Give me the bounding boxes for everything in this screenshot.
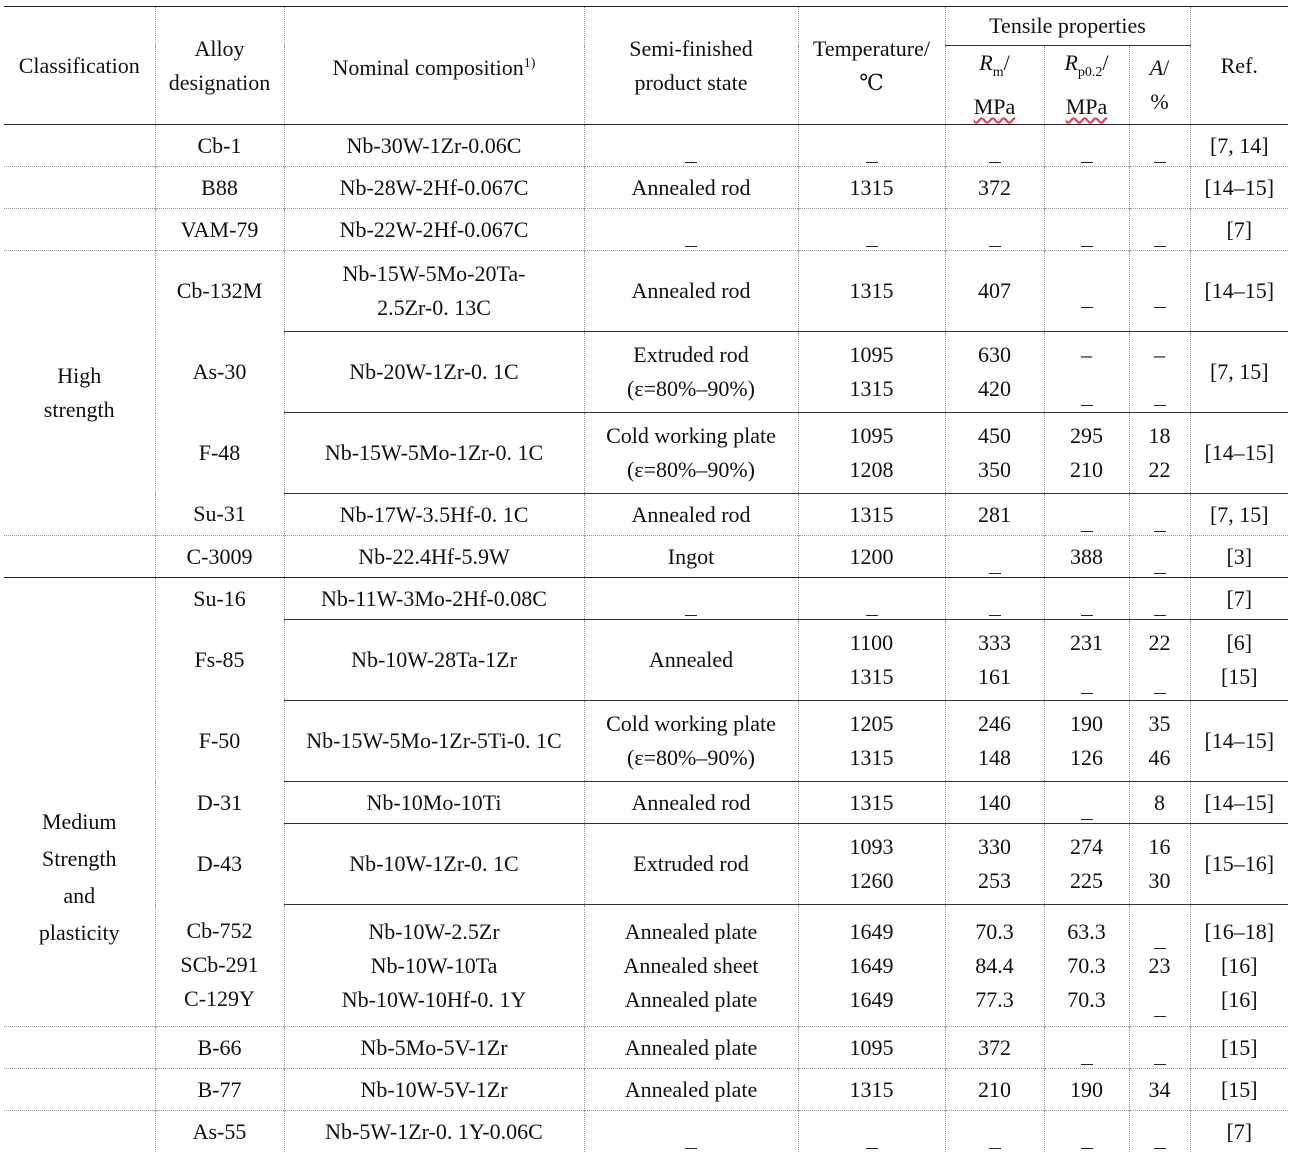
classification-high-strength: High strength xyxy=(4,251,155,536)
a-cell xyxy=(1129,1111,1190,1152)
composition-cell: Nb-10Mo-10Ti xyxy=(284,782,584,824)
ref-cell: [14–15] xyxy=(1190,413,1288,494)
alloy-cell: C-3009 xyxy=(155,536,284,578)
temperature-cell: 1315 xyxy=(798,782,945,824)
classification-medium-strength: Medium Strength and plasticity xyxy=(4,578,155,1027)
classification-cell xyxy=(4,1069,155,1111)
classification-cell xyxy=(4,1027,155,1069)
a-cell: 35 46 xyxy=(1129,701,1190,782)
composition-cell: Nb-22W-2Hf-0.067C xyxy=(284,209,584,251)
ref-cell: [6] [15] xyxy=(1190,620,1288,701)
a-cell xyxy=(1129,251,1190,332)
rm-cell: 407 xyxy=(945,251,1044,332)
ref-cell: [7, 15] xyxy=(1190,494,1288,536)
temperature-cell: 1315 xyxy=(798,251,945,332)
state-cell: Annealed rod xyxy=(584,167,798,209)
temperature-cell: 1095 1315 xyxy=(798,332,945,413)
a-cell: 8 xyxy=(1129,782,1190,824)
alloy-cell: VAM-79 xyxy=(155,209,284,251)
ref-cell: [7] xyxy=(1190,578,1288,620)
state-cell: Cold working plate (ε=80%–90%) xyxy=(584,701,798,782)
table-row xyxy=(4,536,1288,578)
a-cell xyxy=(1129,167,1190,209)
composition-cell: Nb-10W-1Zr-0. 1C xyxy=(284,824,584,905)
a-cell xyxy=(1129,494,1190,536)
rm-cell: 372 xyxy=(945,1027,1044,1069)
a-cell: 22 xyxy=(1129,620,1190,701)
state-cell xyxy=(584,125,798,167)
alloy-cell: Su-31 xyxy=(155,494,284,536)
state-cell: Cold working plate (ε=80%–90%) xyxy=(584,413,798,494)
temperature-cell xyxy=(798,209,945,251)
composition-cell: Nb-11W-3Mo-2Hf-0.08C xyxy=(284,578,584,620)
header-tensile: Tensile properties xyxy=(945,7,1190,46)
rm-cell: 372 xyxy=(945,167,1044,209)
classification-cell xyxy=(4,1111,155,1152)
a-cell: – xyxy=(1129,332,1190,413)
table-row xyxy=(4,824,1288,905)
alloy-cell: B-77 xyxy=(155,1069,284,1111)
state-cell: Ingot xyxy=(584,536,798,578)
composition-cell: Nb-17W-3.5Hf-0. 1C xyxy=(284,494,584,536)
rp-cell xyxy=(1044,782,1129,824)
temperature-cell: 1649 1649 1649 xyxy=(798,905,945,1027)
rp-cell xyxy=(1044,251,1129,332)
table-row xyxy=(4,782,1288,824)
classification-cell xyxy=(4,167,155,209)
ref-cell: [14–15] xyxy=(1190,701,1288,782)
rp-cell xyxy=(1044,125,1129,167)
state-cell: Annealed rod xyxy=(584,494,798,536)
state-cell: Annealed plate xyxy=(584,1027,798,1069)
state-cell: Annealed xyxy=(584,620,798,701)
table-row xyxy=(4,167,1288,209)
composition-cell: Nb-5Mo-5V-1Zr xyxy=(284,1027,584,1069)
header-a: A/ % xyxy=(1129,46,1190,125)
temperature-cell: 1315 xyxy=(798,1069,945,1111)
rm-cell xyxy=(945,125,1044,167)
table-row xyxy=(4,701,1288,782)
ref-cell: [15–16] xyxy=(1190,824,1288,905)
composition-cell: Nb-20W-1Zr-0. 1C xyxy=(284,332,584,413)
header-rm: $R_m/$ MPa xyxy=(945,46,1044,125)
rp-cell: 190 xyxy=(1044,1069,1129,1111)
ref-cell: [7, 15] xyxy=(1190,332,1288,413)
temperature-cell: 1315 xyxy=(798,494,945,536)
table-row xyxy=(4,905,1288,1027)
rp-cell: 63.3 70.3 70.3 xyxy=(1044,905,1129,1027)
table-row xyxy=(4,1027,1288,1069)
a-cell xyxy=(1129,1027,1190,1069)
rm-cell xyxy=(945,578,1044,620)
ref-cell: [15] xyxy=(1190,1027,1288,1069)
header-temperature: Temperature/ ℃ xyxy=(798,7,945,125)
ref-cell: [7, 14] xyxy=(1190,125,1288,167)
rp-cell: – xyxy=(1044,332,1129,413)
rm-cell: 246 148 xyxy=(945,701,1044,782)
table-row xyxy=(4,620,1288,701)
alloy-cell: Cb-752 SCb-291 C-129Y xyxy=(155,905,284,1027)
rp-cell: 231 xyxy=(1044,620,1129,701)
rm-cell xyxy=(945,209,1044,251)
temperature-cell: 1095 1208 xyxy=(798,413,945,494)
composition-cell: Nb-10W-5V-1Zr xyxy=(284,1069,584,1111)
temperature-cell: 1200 xyxy=(798,536,945,578)
alloy-cell: As-30 xyxy=(155,332,284,413)
ref-cell: [14–15] xyxy=(1190,167,1288,209)
composition-cell: Nb-10W-28Ta-1Zr xyxy=(284,620,584,701)
state-cell: Annealed plate Annealed sheet Annealed plate xyxy=(584,905,798,1027)
ref-cell: [16–18] [16] [16] xyxy=(1190,905,1288,1027)
composition-cell: Nb-5W-1Zr-0. 1Y-0.06C xyxy=(284,1111,584,1152)
rp-cell: 274 225 xyxy=(1044,824,1129,905)
header-ref: Ref. xyxy=(1190,7,1288,125)
alloy-cell: As-55 xyxy=(155,1111,284,1152)
a-cell xyxy=(1129,578,1190,620)
rm-cell xyxy=(945,536,1044,578)
rm-cell: 140 xyxy=(945,782,1044,824)
a-cell xyxy=(1129,209,1190,251)
alloy-cell: Cb-132M xyxy=(155,251,284,332)
temperature-cell: 1205 1315 xyxy=(798,701,945,782)
temperature-cell xyxy=(798,578,945,620)
ref-cell: [3] xyxy=(1190,536,1288,578)
rp-cell xyxy=(1044,209,1129,251)
state-cell: Extruded rod xyxy=(584,824,798,905)
a-cell xyxy=(1129,536,1190,578)
header-state: Semi-finished product state xyxy=(584,7,798,125)
table-row xyxy=(4,578,1288,620)
rm-cell xyxy=(945,1111,1044,1152)
ref-cell: [14–15] xyxy=(1190,782,1288,824)
ref-cell: [15] xyxy=(1190,1069,1288,1111)
alloy-cell: Fs-85 xyxy=(155,620,284,701)
classification-cell xyxy=(4,536,155,578)
temperature-cell: 1315 xyxy=(798,167,945,209)
rp-cell xyxy=(1044,494,1129,536)
header-alloy: Alloy designation xyxy=(155,7,284,125)
composition-cell: Nb-15W-5Mo-1Zr-0. 1C xyxy=(284,413,584,494)
state-cell: Annealed rod xyxy=(584,251,798,332)
alloy-properties-table xyxy=(4,6,1288,1152)
state-cell: Extruded rod (ε=80%–90%) xyxy=(584,332,798,413)
rm-cell: 330 253 xyxy=(945,824,1044,905)
a-cell xyxy=(1129,125,1190,167)
rm-cell: 333 161 xyxy=(945,620,1044,701)
table-row xyxy=(4,251,1288,332)
state-cell xyxy=(584,209,798,251)
composition-cell: Nb-30W-1Zr-0.06C xyxy=(284,125,584,167)
alloy-cell: D-43 xyxy=(155,824,284,905)
alloy-cell: Cb-1 xyxy=(155,125,284,167)
rp-cell: 295 210 xyxy=(1044,413,1129,494)
a-cell: 18 22 xyxy=(1129,413,1190,494)
temperature-cell: 1095 xyxy=(798,1027,945,1069)
ref-cell: [14–15] xyxy=(1190,251,1288,332)
composition-cell: Nb-10W-2.5Zr Nb-10W-10Ta Nb-10W-10Hf-0. 1Y xyxy=(284,905,584,1027)
rp-cell xyxy=(1044,1111,1129,1152)
table-row xyxy=(4,1111,1288,1152)
rp-cell xyxy=(1044,1027,1129,1069)
rm-cell: 281 xyxy=(945,494,1044,536)
state-cell xyxy=(584,578,798,620)
alloy-cell: F-48 xyxy=(155,413,284,494)
rm-cell: 450 350 xyxy=(945,413,1044,494)
composition-cell: Nb-28W-2Hf-0.067C xyxy=(284,167,584,209)
state-cell: Annealed plate xyxy=(584,1069,798,1111)
temperature-cell xyxy=(798,125,945,167)
table-row xyxy=(4,332,1288,413)
alloy-cell: F-50 xyxy=(155,701,284,782)
classification-cell xyxy=(4,125,155,167)
ref-cell: [7] xyxy=(1190,1111,1288,1152)
rm-cell: 630 420 xyxy=(945,332,1044,413)
header-composition: Nominal composition$^{1)}$ xyxy=(284,7,584,125)
state-cell xyxy=(584,1111,798,1152)
composition-cell: Nb-15W-5Mo-20Ta- 2.5Zr-0. 13C xyxy=(284,251,584,332)
composition-cell: Nb-22.4Hf-5.9W xyxy=(284,536,584,578)
temperature-cell: 1100 1315 xyxy=(798,620,945,701)
alloy-cell: B88 xyxy=(155,167,284,209)
temperature-cell: 1093 1260 xyxy=(798,824,945,905)
ref-cell: [7] xyxy=(1190,209,1288,251)
a-cell: 16 30 xyxy=(1129,824,1190,905)
table-row xyxy=(4,413,1288,494)
alloy-cell: D-31 xyxy=(155,782,284,824)
temperature-cell xyxy=(798,1111,945,1152)
header-classification: Classification xyxy=(4,7,155,125)
rp-cell xyxy=(1044,578,1129,620)
state-cell: Annealed rod xyxy=(584,782,798,824)
rp-cell: 190 126 xyxy=(1044,701,1129,782)
a-cell: 34 xyxy=(1129,1069,1190,1111)
table-row xyxy=(4,209,1288,251)
header-rp: $R_{p0.2}/$ MPa xyxy=(1044,46,1129,125)
alloy-cell: B-66 xyxy=(155,1027,284,1069)
table-row xyxy=(4,494,1288,536)
alloy-cell: Su-16 xyxy=(155,578,284,620)
a-cell: 23 xyxy=(1129,905,1190,1027)
rp-cell: 388 xyxy=(1044,536,1129,578)
rm-cell: 210 xyxy=(945,1069,1044,1111)
table-row xyxy=(4,1069,1288,1111)
rp-cell xyxy=(1044,167,1129,209)
classification-cell xyxy=(4,209,155,251)
composition-cell: Nb-15W-5Mo-1Zr-5Ti-0. 1C xyxy=(284,701,584,782)
header-row xyxy=(4,7,1288,46)
rm-cell: 70.3 84.4 77.3 xyxy=(945,905,1044,1027)
table-row xyxy=(4,125,1288,167)
